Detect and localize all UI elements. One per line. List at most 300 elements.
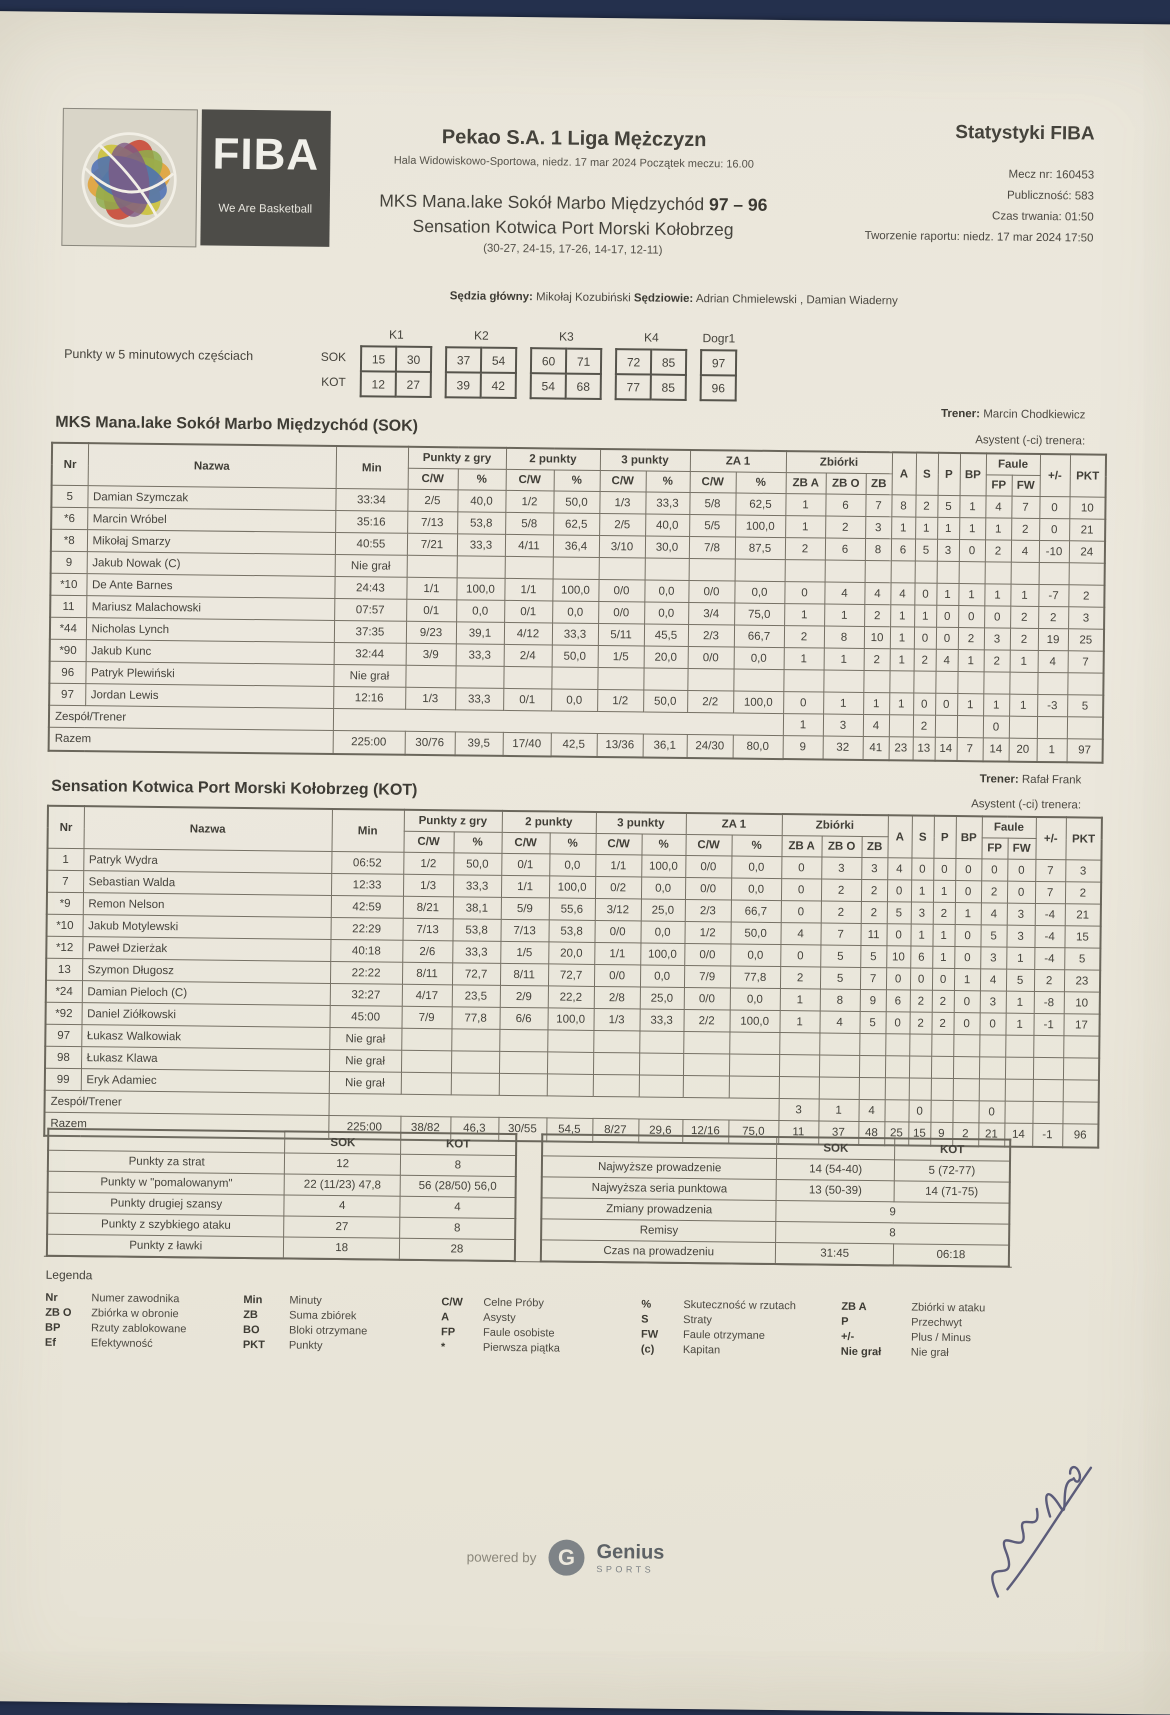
col-pct: % [646,471,690,492]
stat-cell: 1/2 [597,689,643,712]
stat-cell: 0 [936,605,958,627]
stat-cell [729,1076,779,1099]
fiba-ball-icon [74,122,185,233]
stat-cell: 1 [1010,650,1038,672]
period-label: K2 [473,328,489,343]
col-cw: C/W [686,834,732,856]
stat-cell [639,1031,683,1053]
col-cw: C/W [690,471,736,493]
stat-cell: 1 [958,584,984,606]
legend-desc: Efektywność [90,1337,153,1350]
stat-cell: 0 [954,991,980,1013]
stat-cell [643,668,687,690]
player-number: *90 [50,639,86,661]
stat-cell: 5 [915,539,937,561]
col-2p: 2 punkty [506,448,600,471]
stat-cell: 2 [864,604,890,626]
stat-cell: 5 [937,495,959,517]
player-name: Damian Szymczak [87,486,335,511]
stat-cell [909,1056,931,1078]
stat-cell [683,1031,729,1054]
legend-desc: Asysty [483,1311,516,1325]
stat-cell [859,1033,885,1055]
stat-cell: 2 [913,715,935,737]
col-pct: % [458,469,506,491]
col-3p: 3 punkty [600,449,690,472]
stat-cell: 0,0 [644,602,688,624]
period-score-cell: 97 [701,350,736,375]
stat-cell: 0 [781,879,821,901]
coach-name: Rafał Frank [1021,773,1082,787]
player-number: *10 [50,573,86,595]
player-name: Łukasz Walkowiak [81,1025,329,1050]
col-pct: % [641,834,685,855]
stat-cell [913,671,935,693]
periods-team-sok: SOK [320,349,347,365]
player-name: Jordan Lewis [85,684,333,709]
stat-cell [593,1030,639,1053]
stat-cell: 5/5 [689,514,735,537]
stat-cell: 1 [932,946,954,968]
col-s: S [916,453,938,496]
summary-label: Punkty z ławki [47,1234,284,1258]
summary-value-kot: 8 [400,1217,516,1239]
sok-team-title: MKS Mana.lake Sokół Marbo Międzychód (SOK) [55,413,419,435]
player-name: Marcin Wróbel [87,508,335,533]
stat-cell [1005,1079,1033,1101]
stat-cell: 5/8 [505,512,553,535]
stat-cell: 6/6 [499,1007,547,1030]
player-number: 98 [45,1046,81,1068]
stat-cell [729,1032,779,1055]
stat-cell: 4 [887,858,911,880]
stat-cell: 22:22 [330,961,402,984]
period-score-row [531,373,601,399]
stat-cell: 100,0 [735,515,785,538]
legend-desc: Celne Próby [483,1296,544,1310]
stat-cell [1063,1080,1099,1102]
stat-cell: 77,8 [730,966,780,989]
stat-cell [1039,562,1069,584]
period-score-cell: 42 [481,373,516,398]
legend-key: BO [242,1323,260,1337]
stat-cell: 2/6 [402,940,452,963]
stat-cell: 4/11 [505,534,553,557]
legend-desc: Nie grał [910,1346,949,1359]
stat-cell: 2/2 [687,690,733,713]
stat-cell: 1/2 [685,921,731,944]
stat-cell: 0,0 [731,856,781,879]
stat-cell [931,1078,953,1100]
legend-desc: Straty [683,1313,712,1327]
stat-cell: 1 [911,880,933,902]
stat-cell: 33,3 [456,644,504,667]
col-3p: 3 punkty [596,812,686,835]
stat-cell [499,1029,547,1052]
period-score-cell: 71 [566,349,601,374]
stat-cell: 30,0 [645,536,689,558]
summary-header-cell: SOK [777,1137,895,1160]
period-group [700,331,738,401]
period-score-cell: 37 [446,347,481,372]
col-min: Min [331,809,403,852]
stat-cell [689,558,735,581]
stat-cell: 32:44 [334,642,406,665]
stat-cell [909,1078,931,1100]
stat-cell [405,665,455,688]
stat-cell: 0/0 [595,920,641,943]
col-pct: % [549,833,595,855]
stat-cell: 2 [981,881,1007,903]
stat-cell [735,559,785,582]
summary-value-kot: 56 (28/50) 56,0 [400,1175,516,1197]
summary-value-kot: 5 (72-77) [894,1160,1010,1182]
period-score-row [701,350,736,375]
stat-cell [407,555,457,578]
team-coach-label: Zespół/Trener [45,1090,329,1115]
stat-cell [825,560,865,582]
stat-cell: 10 [1069,497,1105,519]
stat-cell [1033,1101,1063,1123]
stat-cell [819,1077,859,1099]
stat-cell: 1/2 [505,490,553,513]
col-nazwa: Nazwa [88,443,336,488]
stat-cell: 33,3 [645,492,689,514]
player-number: *8 [51,529,87,551]
legend-key: Ef [44,1336,56,1349]
player-number: 97 [49,683,85,705]
player-name: Sebastian Walda [83,871,331,896]
legend-desc: Plus / Minus [910,1331,971,1345]
period-score-cell: 39 [446,372,481,397]
stat-cell: 1 [1006,1013,1034,1035]
stat-cell: 0,0 [734,581,784,604]
stat-cell: 1 [890,649,914,671]
stat-cell [953,1101,979,1123]
period-score-row [446,347,516,373]
stat-cell: 1 [785,494,825,516]
period-score-cell: 77 [616,374,651,399]
player-number: 96 [49,661,85,683]
referees-names: Adrian Chmielewski , Damian Wiaderny [695,293,898,308]
period-score-row [531,348,601,374]
stat-cell: 33,3 [455,688,503,711]
venue-line: Hala Widowiskowo-Sportowa, niedz. 17 mar 2024 Początek meczu: 16.00 [393,154,754,171]
stat-cell: -3 [1037,694,1067,716]
stat-cell [401,1028,451,1051]
period-label: K3 [558,329,574,344]
stat-cell: 2 [932,990,954,1012]
stat-cell: 2 [861,901,887,923]
referee-main: Mikołaj Kozubiński [536,291,631,305]
stat-cell: 0 [935,693,957,715]
stat-cell: 39,5 [455,732,503,756]
stat-cell: 8 [891,495,915,517]
stat-cell [979,1057,1005,1079]
team-coach-label: Zespół/Trener [49,705,333,730]
periods-label: Punkty w 5 minutowych częściach [64,346,254,364]
period-score-row [616,374,686,400]
kot-assistant-line: Asystent (-ci) trenera: [971,798,1082,812]
legend-grid [45,1292,1046,1360]
legend-key: * [440,1341,446,1354]
period-score-cell: 68 [566,374,601,399]
stat-cell [891,561,915,583]
legend-desc: Rzuty zablokowane [90,1322,187,1336]
stat-cell: 7 [860,967,886,989]
col-fp: FP [982,838,1008,859]
stat-cell: 3 [911,902,933,924]
stat-cell: 2/5 [599,513,645,536]
stat-cell: 1 [936,583,958,605]
stat-cell: 0/0 [594,964,640,987]
stat-cell: 225:00 [333,730,405,754]
stat-cell: 100,0 [640,943,684,965]
stat-cell: 1 [1009,694,1037,716]
summary-label: Czas na prowadzeniu [541,1240,776,1264]
stat-cell: 0/2 [595,876,641,899]
stat-cell: 3 [1068,607,1104,629]
stat-cell: 2 [1068,585,1104,607]
stat-cell: 0,0 [549,854,595,877]
stat-cell: 5 [820,967,860,989]
stat-cell: 2 [1011,518,1039,540]
summary-value-kot: 06:18 [893,1244,1009,1267]
fiba-wordmark-box [200,109,331,246]
stat-cell: 0 [932,968,954,990]
summary-label: Najwyższe prowadzenie [542,1156,777,1180]
col-zbo: ZB O [822,836,862,857]
referees-line [450,290,1070,309]
stat-cell: 0 [984,606,1010,628]
stat-cell: 5 [981,925,1007,947]
stat-cell: 4 [863,714,889,736]
stat-cell: 0 [980,1013,1006,1035]
stat-cell: 62,5 [735,493,785,516]
stat-cell: 3 [937,539,959,561]
stat-cell: 2 [914,649,936,671]
stat-cell: 1 [984,584,1010,606]
stat-cell: 38/82 [400,1116,450,1140]
player-name: Jakub Kunc [86,640,334,665]
stat-cell: 0/0 [684,987,730,1010]
stat-cell: 42,5 [551,733,597,757]
summary-label: Najwyższa seria punktowa [542,1177,777,1201]
stat-cell: 37 [818,1121,858,1145]
stat-cell: 3 [861,857,887,879]
stat-cell: 14 [935,737,957,761]
period-score-row [616,349,686,375]
stat-cell: -8 [1034,991,1064,1013]
summary-value-kot: 4 [400,1196,516,1218]
summary-label: Punkty w "pomalowanym" [48,1171,285,1195]
stat-cell: 07:57 [334,598,406,621]
stat-cell: 1 [780,989,820,1011]
period-score-cell: 15 [361,346,396,371]
summary-value-sok: 4 [284,1195,400,1217]
match-number: Mecz nr: 160453 [1008,168,1095,182]
stat-cell: 2 [910,990,932,1012]
stat-cell: 1 [959,496,985,518]
player-number: 11 [50,595,86,617]
stat-cell: 9 [783,736,823,760]
stat-cell: 1 [823,692,863,714]
stat-cell: 100,0 [730,1010,780,1033]
stat-cell [1033,1035,1063,1057]
stat-cell: 20,0 [548,942,594,965]
stat-cell: 4 [781,923,821,945]
stat-cell: 5 [860,945,886,967]
stat-cell: 0/0 [684,943,730,966]
stat-cell: 4 [859,1099,885,1121]
stat-cell: 2 [825,516,865,538]
stat-cell: 3 [865,516,891,538]
stat-cell: 1 [819,1099,859,1121]
player-number: 9 [51,551,87,573]
stat-cell: 30/76 [405,731,455,755]
period-label: K1 [388,327,404,342]
quarter-breakdown: (30-27, 24-15, 17-26, 14-17, 12-11) [483,242,663,257]
stat-cell [1037,716,1067,738]
stat-cell: 06:52 [331,851,403,874]
col-pkt: PKT [1066,817,1102,860]
stat-cell [1069,563,1105,585]
stat-cell: -4 [1034,947,1064,969]
stat-cell [733,669,783,692]
stat-cell: 23,5 [452,985,500,1008]
stat-cell: 50,0 [731,922,781,945]
player-number: *44 [50,617,86,639]
stat-cell: Nie grał [329,1071,401,1094]
fiba-ball-graphic-icon [61,108,198,248]
player-name: Patryk Plewiński [85,662,333,687]
stat-cell: 1 [824,604,864,626]
stat-cell: 20 [1009,738,1037,762]
period-score-cell: 54 [481,348,516,373]
stat-cell: 3 [980,947,1006,969]
legend-key: P [841,1315,849,1328]
kot-stats-table [43,805,1103,1149]
stat-cell: 7/13 [407,511,457,534]
stat-cell [1011,562,1039,584]
stat-cell: 36,4 [553,535,599,558]
summary-value-sok: 22 (11/23) 47,8 [285,1174,401,1196]
period-label: Dogr1 [702,331,736,346]
stat-cell: 53,8 [452,919,500,942]
stat-cell [935,671,957,693]
stat-cell: 2 [1034,969,1064,991]
stat-cell: 7 [821,923,861,945]
stat-cell: 0 [914,583,936,605]
sok-coach-line [941,408,1086,422]
legend-desc: Zbiórka w obronie [91,1307,179,1321]
stat-cell [451,1051,499,1074]
player-name: Mariusz Malachowski [86,596,334,621]
stat-cell: 32:27 [330,983,402,1006]
stat-cell [401,1050,451,1073]
stat-cell: 1 [785,516,825,538]
player-name: Nicholas Lynch [86,618,334,643]
stat-cell: 97 [1067,739,1103,763]
col-nr: Nr [48,806,84,849]
summary-header-cell: KOT [894,1138,1010,1161]
stat-cell [599,557,645,580]
col-cw: C/W [596,833,642,855]
summary-label: Punkty za strat [48,1150,285,1174]
stat-cell: 7/21 [407,533,457,556]
stat-cell: 87,5 [735,537,785,560]
stat-cell: 4 [1011,540,1039,562]
period-score-cell: 72 [616,349,651,374]
stat-cell [593,1052,639,1075]
period-score-cell: 85 [651,350,686,375]
player-name: De Ante Barnes [86,574,334,599]
stat-cell [953,1079,979,1101]
col-nr: Nr [52,443,88,486]
stat-cell [683,1053,729,1076]
stat-cell: -10 [1039,540,1069,562]
col-reb: Zbiórki [786,451,892,474]
stat-cell [889,715,913,737]
stat-cell: 50,0 [552,645,598,668]
player-number: *92 [46,1002,82,1024]
stat-cell [931,1056,953,1078]
stat-cell: 3/4 [688,602,734,625]
stat-cell [983,672,1009,694]
stat-cell: 1 [784,648,824,670]
attendance: Publiczność: 583 [1006,189,1095,203]
stat-cell: 0/0 [685,855,731,878]
stat-cell: 1 [911,924,933,946]
stat-cell: 4 [980,969,1006,991]
legend-desc: Faule otrzymane [682,1328,766,1342]
stat-cell: 7 [865,494,891,516]
period-score-cell: 27 [396,372,431,397]
period-score-box [700,349,738,401]
stat-cell: 7/13 [402,918,452,941]
stat-cell: 1 [914,605,936,627]
stat-cell: 5/8 [689,492,735,515]
stat-cell: 22,2 [548,986,594,1009]
stat-cell: 9 [860,989,886,1011]
stat-cell: 5 [820,945,860,967]
stat-cell: 0/1 [501,853,549,876]
stat-cell: 40,0 [457,490,505,513]
stat-cell: 0 [936,627,958,649]
stat-cell: 1/1 [504,578,552,601]
stat-cell: 75,0 [728,1120,778,1144]
stat-cell: 4 [864,582,890,604]
stat-cell: 8/11 [500,963,548,986]
stat-cell: 42:59 [331,895,403,918]
stat-cell: 0 [954,947,980,969]
stat-cell: 77,8 [451,1007,499,1030]
stat-cell: 1/3 [405,687,455,710]
stat-cell: 39,1 [456,622,504,645]
stat-cell: 53,8 [548,920,594,943]
stat-cell: 3/9 [406,643,456,666]
stat-cell: 4 [890,583,914,605]
stat-cell [957,672,983,694]
stat-cell: 4 [820,1011,860,1033]
col-pct: % [554,470,600,492]
duration: Czas trwania: 01:50 [992,210,1094,224]
col-zb: ZB [862,836,888,857]
handwritten-signature [942,1406,1135,1638]
summary-header-cell [48,1129,285,1153]
col-p: P [938,453,960,496]
stat-cell: 0 [981,859,1007,881]
